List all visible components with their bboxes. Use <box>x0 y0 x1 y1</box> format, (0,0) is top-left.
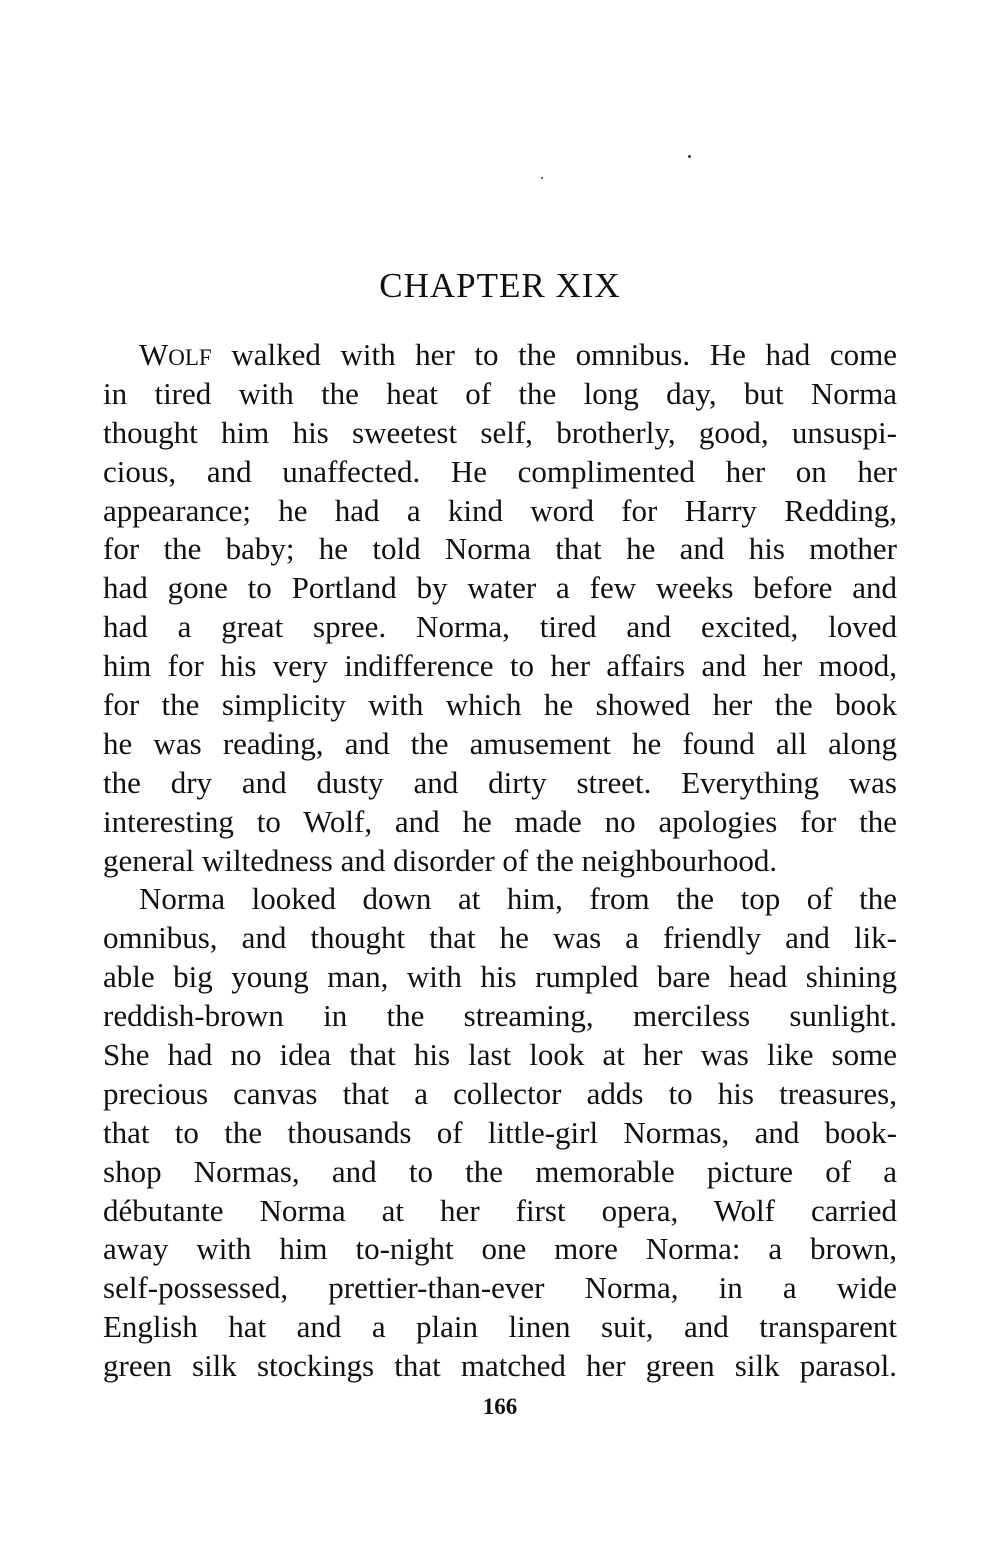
opening-word: WOLF <box>139 337 212 372</box>
text-line: self-possessed, prettier-than-ever Norma, in a wide <box>103 1270 897 1306</box>
text-line: reddish-brown in the streaming, merciless sunlight. <box>103 998 897 1034</box>
text-line: away with him to-night one more Norma: a brown, <box>103 1231 897 1267</box>
text-line: had gone to Portland by water a few weeks before and <box>103 570 897 606</box>
ink-speck <box>688 155 691 158</box>
ink-speck <box>541 177 543 179</box>
text-line: had a great spree. Norma, tired and excited, loved <box>103 609 897 645</box>
text-line: that to the thousands of little-girl Normas, and book- <box>103 1114 897 1150</box>
text-line: in tired with the heat of the long day, but Norma <box>103 375 897 411</box>
text-line: he was reading, and the amusement he found all along <box>103 725 897 761</box>
page-number: 166 <box>482 1394 518 1419</box>
text-line: débutante Norma at her first opera, Wolf carried <box>103 1192 897 1228</box>
text-line: able big young man, with his rumpled bare head shining <box>103 959 897 995</box>
text-line: green silk stockings that matched her green silk parasol. <box>103 1348 897 1384</box>
text-line: appearance; he had a kind word for Harry Redding, <box>103 492 897 528</box>
text-line: English hat and a plain linen suit, and transparent <box>103 1309 897 1345</box>
text-line: for the simplicity with which he showed her the book <box>103 687 897 723</box>
chapter-heading: CHAPTER XIX <box>379 266 621 305</box>
text-line: She had no idea that his last look at her was like some <box>103 1037 897 1073</box>
text-line: cious, and unaffected. He complimented her on her <box>103 453 897 489</box>
paragraph-1 <box>103 336 897 880</box>
text-line: thought him his sweetest self, brotherly, good, unsuspi- <box>103 414 897 450</box>
body-text <box>103 336 897 1386</box>
text-line: him for his very indifference to her affairs and her mood, <box>103 648 897 684</box>
text-line: shop Normas, and to the memorable picture of a <box>103 1153 897 1189</box>
text-line: the dry and dusty and dirty street. Everything was <box>103 764 897 800</box>
text-line: interesting to Wolf, and he made no apologies for the <box>103 803 897 839</box>
text-line: Norma looked down at him, from the top of the <box>139 881 897 917</box>
text-line: for the baby; he told Norma that he and his mother <box>103 531 897 567</box>
paragraph-2 <box>103 880 897 1386</box>
text-line: WOLF walked with her to the omnibus. He had come <box>139 337 897 372</box>
text-line: omnibus, and thought that he was a friendly and lik- <box>103 920 897 956</box>
text-line: general wiltedness and disorder of the neighbourhood. <box>103 842 778 878</box>
text-line: precious canvas that a collector adds to his treasures, <box>103 1075 897 1111</box>
